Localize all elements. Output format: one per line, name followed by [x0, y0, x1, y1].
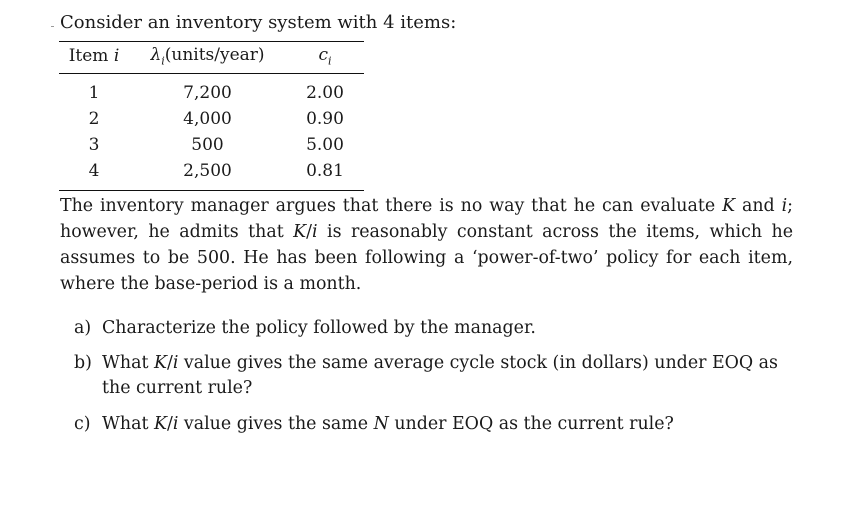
problem-paragraph	[60, 193, 793, 297]
cell-cost: 2.00	[306, 83, 344, 103]
question-b	[74, 351, 794, 401]
question-text: What K/i value gives the same N under EOQ as the current rule?	[102, 414, 674, 434]
table-header-row	[59, 42, 364, 74]
paragraph-text: The inventory manager argues that there is no way that he can evaluate K and i; however, he admits that K/i is reasonably constant across the items, which he assumes to be 500. He has been following a ‘power-of-two’ policy for each item, where the base-period is a month.	[60, 196, 793, 294]
cell-lambda: 2,500	[129, 158, 286, 191]
cell-item: 3	[88, 135, 100, 155]
intro-text: Consider an inventory system with 4 items:	[60, 12, 457, 33]
cell-cost: 0.90	[306, 109, 344, 129]
question-label: a)	[74, 318, 92, 338]
margin-mark	[51, 26, 54, 27]
question-label: c)	[74, 414, 91, 434]
cell-lambda: 4,000	[183, 109, 232, 129]
table-row	[59, 106, 364, 132]
table-row	[59, 158, 364, 191]
header-cost: $c_i$	[286, 42, 364, 74]
cell-item: 1	[88, 83, 100, 103]
question-c	[74, 412, 794, 437]
cell-cost: 5.00	[306, 135, 344, 155]
header-lambda: $\lambda_i(units/year)$	[129, 42, 286, 74]
cell-item: 2	[88, 109, 100, 129]
question-label: b)	[74, 353, 92, 373]
header-item: Item i	[59, 42, 129, 74]
table-row	[59, 74, 364, 107]
cell-cost: 0.81	[286, 158, 364, 191]
cell-item: 4	[59, 158, 129, 191]
question-text: What K/i value gives the same average cycle stock (in dollars) under EOQ as the current rule?	[102, 353, 778, 398]
table-row	[59, 132, 364, 158]
cell-lambda: 500	[191, 135, 224, 155]
question-text: Characterize the policy followed by the manager.	[102, 318, 536, 338]
cell-lambda: 7,200	[183, 83, 232, 103]
question-a	[74, 316, 794, 341]
inventory-table	[59, 41, 364, 191]
